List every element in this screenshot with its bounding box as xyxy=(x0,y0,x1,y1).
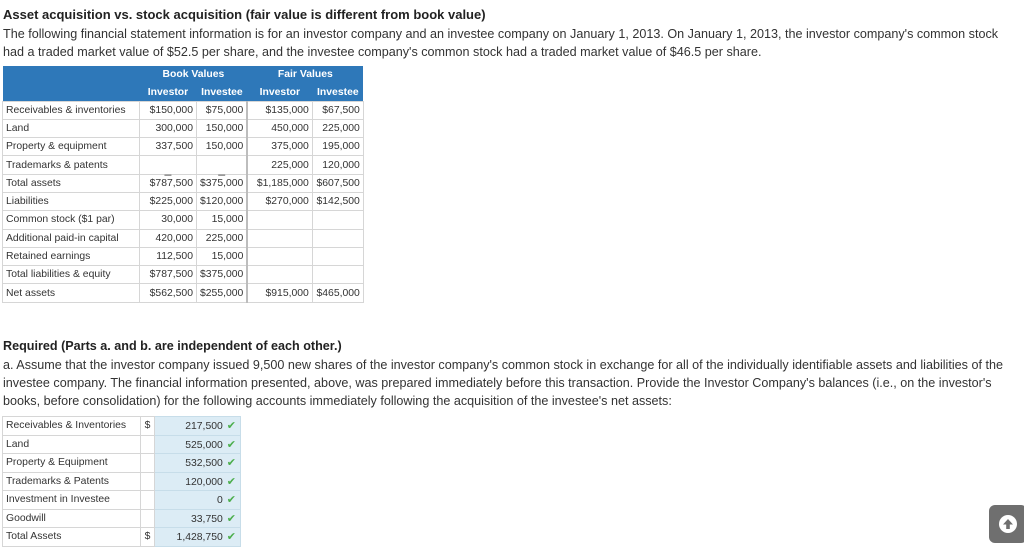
check-icon: ✔ xyxy=(226,475,236,488)
row-value: $465,000 xyxy=(312,284,363,302)
answer-value: 1,428,750 xyxy=(176,532,223,544)
header-fair-investee: Investee xyxy=(312,84,363,102)
row-value: _ xyxy=(140,156,197,174)
problem-title: Asset acquisition vs. stock acquisition (fair value is different from book value) xyxy=(3,7,486,22)
row-value: 150,000 xyxy=(197,119,248,137)
row-value: $225,000 xyxy=(140,192,197,210)
row-value xyxy=(312,247,363,265)
row-value: $255,000 xyxy=(197,284,248,302)
answer-value: 33,750 xyxy=(191,513,223,525)
answer-label: Goodwill xyxy=(3,509,141,528)
scroll-to-top-button[interactable] xyxy=(989,505,1024,543)
row-label: Additional paid-in capital xyxy=(3,229,140,247)
row-value: 300,000 xyxy=(140,119,197,137)
row-label: Total assets xyxy=(3,174,140,192)
answer-row xyxy=(3,435,241,454)
row-label: Property & equipment xyxy=(3,138,140,156)
answer-input[interactable] xyxy=(155,509,241,528)
financial-row xyxy=(3,138,364,156)
row-label: Land xyxy=(3,119,140,137)
header-fair-values: Fair Values xyxy=(247,66,363,84)
row-value xyxy=(312,266,363,284)
answer-label: Receivables & Inventories xyxy=(3,417,141,436)
row-value xyxy=(312,211,363,229)
answer-row xyxy=(3,528,241,547)
currency-symbol: $ xyxy=(141,417,155,436)
arrow-up-icon xyxy=(999,515,1017,533)
row-value: 337,500 xyxy=(140,138,197,156)
financial-row xyxy=(3,156,364,174)
answer-value: 217,500 xyxy=(185,421,223,433)
row-value: $270,000 xyxy=(247,192,312,210)
currency-symbol xyxy=(141,435,155,454)
header-book-values: Book Values xyxy=(140,66,248,84)
financial-row xyxy=(3,119,364,137)
row-value: 375,000 xyxy=(247,138,312,156)
row-label: Net assets xyxy=(3,284,140,302)
row-value: $135,000 xyxy=(247,101,312,119)
answer-table xyxy=(2,416,241,547)
row-value: 450,000 xyxy=(247,119,312,137)
row-value: 195,000 xyxy=(312,138,363,156)
row-value: $787,500 xyxy=(140,174,197,192)
check-icon: ✔ xyxy=(226,531,236,544)
header-book-investor: Investor xyxy=(140,84,197,102)
check-icon: ✔ xyxy=(226,438,236,451)
row-label: Liabilities xyxy=(3,192,140,210)
row-value: $120,000 xyxy=(197,192,248,210)
currency-symbol xyxy=(141,491,155,510)
row-value: 15,000 xyxy=(197,247,248,265)
row-value: $607,500 xyxy=(312,174,363,192)
row-value: 225,000 xyxy=(312,119,363,137)
required-title: Required (Parts a. and b. are independent of each other.) xyxy=(3,339,342,353)
currency-symbol: $ xyxy=(141,528,155,547)
answer-value: 0 xyxy=(217,495,223,507)
row-value: 120,000 xyxy=(312,156,363,174)
row-label: Common stock ($1 par) xyxy=(3,211,140,229)
sub-header-row xyxy=(3,84,364,102)
row-label: Trademarks & patents xyxy=(3,156,140,174)
answer-input[interactable] xyxy=(155,435,241,454)
row-value xyxy=(247,229,312,247)
row-value xyxy=(247,266,312,284)
row-value xyxy=(312,229,363,247)
row-label: Receivables & inventories xyxy=(3,101,140,119)
answer-row xyxy=(3,417,241,436)
currency-symbol xyxy=(141,472,155,491)
financial-row xyxy=(3,174,364,192)
header-book-investee: Investee xyxy=(197,84,248,102)
group-header-row xyxy=(3,66,364,84)
row-value: $375,000 xyxy=(197,266,248,284)
row-value: $915,000 xyxy=(247,284,312,302)
required-text: a. Assume that the investor company issued 9,500 new shares of the investor company's common stock in exchange for all of the individually identifiable assets and liabilities of the investee company. The financial information presented, above, was prepared immediately before this transaction. Provide the Investor Company's balances (i.e., on the investor's books, before consolidation) for the following accounts immediately following the acquisition of the investee's net assets: xyxy=(3,358,1003,408)
row-value: 112,500 xyxy=(140,247,197,265)
row-value: $75,000 xyxy=(197,101,248,119)
answer-label: Land xyxy=(3,435,141,454)
row-label: Total liabilities & equity xyxy=(3,266,140,284)
check-icon: ✔ xyxy=(226,457,236,470)
row-value: $1,185,000 xyxy=(247,174,312,192)
financial-statement-table xyxy=(2,66,364,303)
row-value: 225,000 xyxy=(247,156,312,174)
answer-label: Property & Equipment xyxy=(3,454,141,473)
row-value: 420,000 xyxy=(140,229,197,247)
answer-label: Trademarks & Patents xyxy=(3,472,141,491)
answer-label: Total Assets xyxy=(3,528,141,547)
answer-row xyxy=(3,454,241,473)
row-value: $150,000 xyxy=(140,101,197,119)
row-value: 30,000 xyxy=(140,211,197,229)
answer-value: 532,500 xyxy=(185,458,223,470)
financial-row xyxy=(3,192,364,210)
financial-row xyxy=(3,247,364,265)
header-blank xyxy=(3,66,140,84)
answer-input[interactable] xyxy=(155,454,241,473)
answer-input[interactable] xyxy=(155,491,241,510)
answer-input[interactable] xyxy=(155,417,241,436)
row-value: 150,000 xyxy=(197,138,248,156)
answer-input[interactable] xyxy=(155,528,241,547)
check-icon: ✔ xyxy=(226,494,236,507)
header-fair-investor: Investor xyxy=(247,84,312,102)
row-value: 15,000 xyxy=(197,211,248,229)
row-value: $142,500 xyxy=(312,192,363,210)
row-value xyxy=(247,247,312,265)
row-value xyxy=(247,211,312,229)
answer-value: 525,000 xyxy=(185,439,223,451)
currency-symbol xyxy=(141,454,155,473)
row-value: _ xyxy=(197,156,248,174)
answer-row xyxy=(3,509,241,528)
answer-input[interactable] xyxy=(155,472,241,491)
financial-row xyxy=(3,101,364,119)
financial-row xyxy=(3,229,364,247)
row-value: $787,500 xyxy=(140,266,197,284)
row-value: 225,000 xyxy=(197,229,248,247)
financial-row xyxy=(3,211,364,229)
currency-symbol xyxy=(141,509,155,528)
header-blank xyxy=(3,84,140,102)
answer-label: Investment in Investee xyxy=(3,491,141,510)
check-icon: ✔ xyxy=(226,420,236,433)
financial-row xyxy=(3,266,364,284)
answer-row xyxy=(3,491,241,510)
problem-intro: The following financial statement information is for an investor company and an investee company on January 1, 2013. On January 1, 2013, the investor company's common stock had a traded market value of $52.5 per share, and the investee company's common stock had a traded market value of $46.5 per share. xyxy=(3,27,999,59)
financial-row xyxy=(3,284,364,302)
row-value: $562,500 xyxy=(140,284,197,302)
row-value: $375,000 xyxy=(197,174,248,192)
answer-row xyxy=(3,472,241,491)
check-icon: ✔ xyxy=(226,512,236,525)
row-value: $67,500 xyxy=(312,101,363,119)
answer-value: 120,000 xyxy=(185,476,223,488)
row-label: Retained earnings xyxy=(3,247,140,265)
